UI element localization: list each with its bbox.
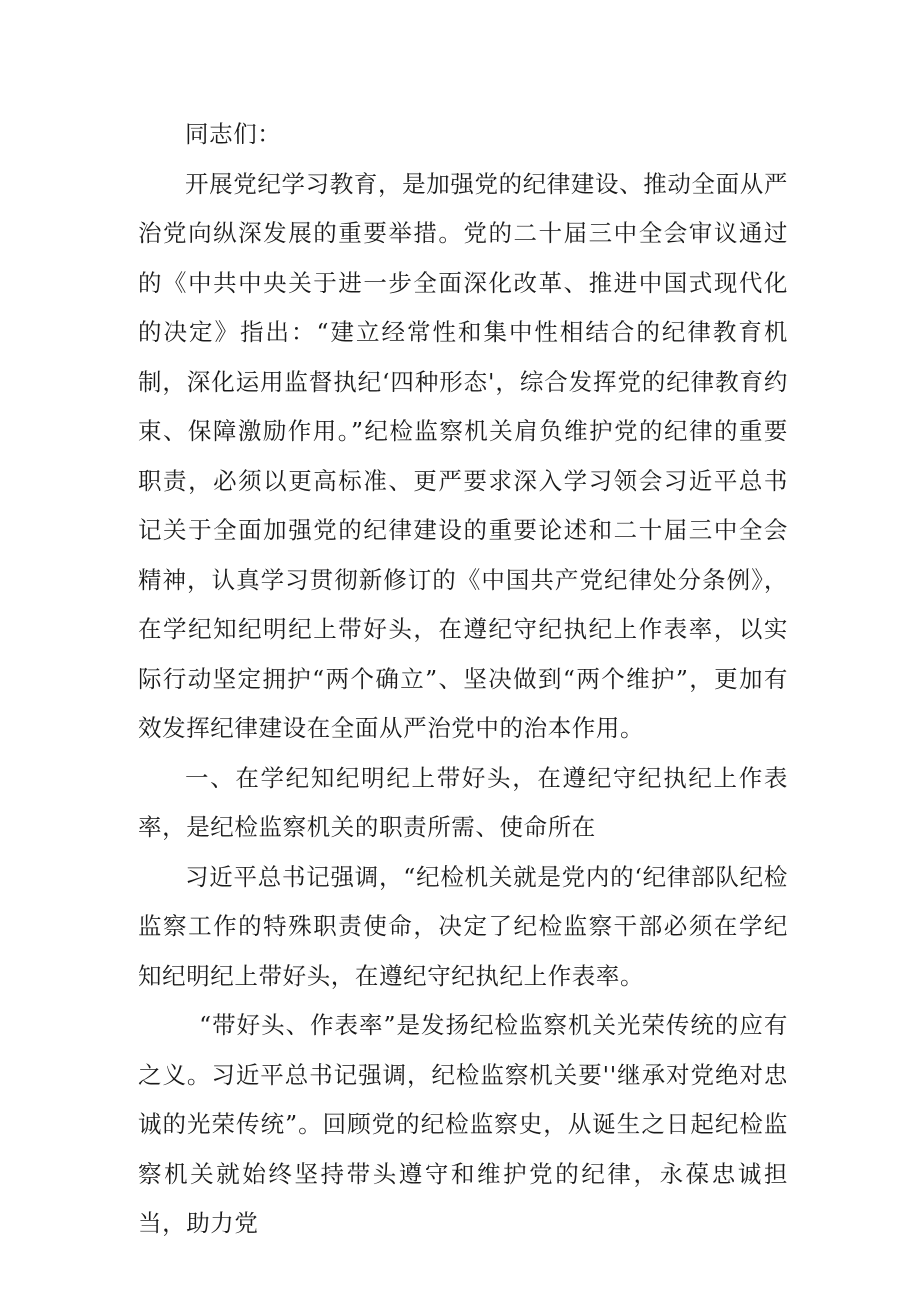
salutation: 同志们： bbox=[185, 120, 282, 148]
section-paragraph-1: 习近平总书记强调，“纪检机关就是党内的‘纪律部队纪检监察工作的特殊职责使命，决定了纪检监察干部必须在学纪知纪明纪上带好头，在遵纪守纪执纪上作表率。 bbox=[138, 862, 788, 990]
intro-paragraph: 开展党纪学习教育，是加强党的纪律建设、推动全面从严治党向纵深发展的重要举措。党的二十届三中全会审议通过的《中共中央关于进一步全面深化改革、推进中国式现代化的决定》指出：“建立经常性和集中性相结合的纪律教育机制，深化运用监督执纪‘四种形态'，综合发挥党的纪律教育约束、保障激励作用。”纪检监察机关肩负维护党的纪律的重要职责，必须以更高标准、更严要求深入学习领会习近平总书记关于全面加强党的纪律建设的重要论述和二十届三中全会精神，认真学习贯彻新修订的《中国共产党纪律处分条例》，在学纪知纪明纪上带好头，在遵纪守纪执纪上作表率，以实际行动坚定拥护“两个确立”、坚决做到“两个维护”，更加有效发挥纪律建设在全面从严治党中的治本作用。 bbox=[138, 169, 788, 742]
document-body bbox=[138, 110, 788, 1249]
section-paragraph-2: “带好头、作表率”是发扬纪检监察机关光荣传统的应有之义。习近平总书记强调，纪检监察机关要''继承对党绝对忠诚的光荣传统”。回顾党的纪检监察史，从诞生之日起纪检监察机关就始终坚持带头遵守和维护党的纪律，永葆忠诚担当，助力党 bbox=[138, 1011, 788, 1237]
section-heading: 一、在学纪知纪明纪上带好头，在遵纪守纪执纪上作表率，是纪检监察机关的职责所需、使命所在 bbox=[138, 763, 788, 841]
